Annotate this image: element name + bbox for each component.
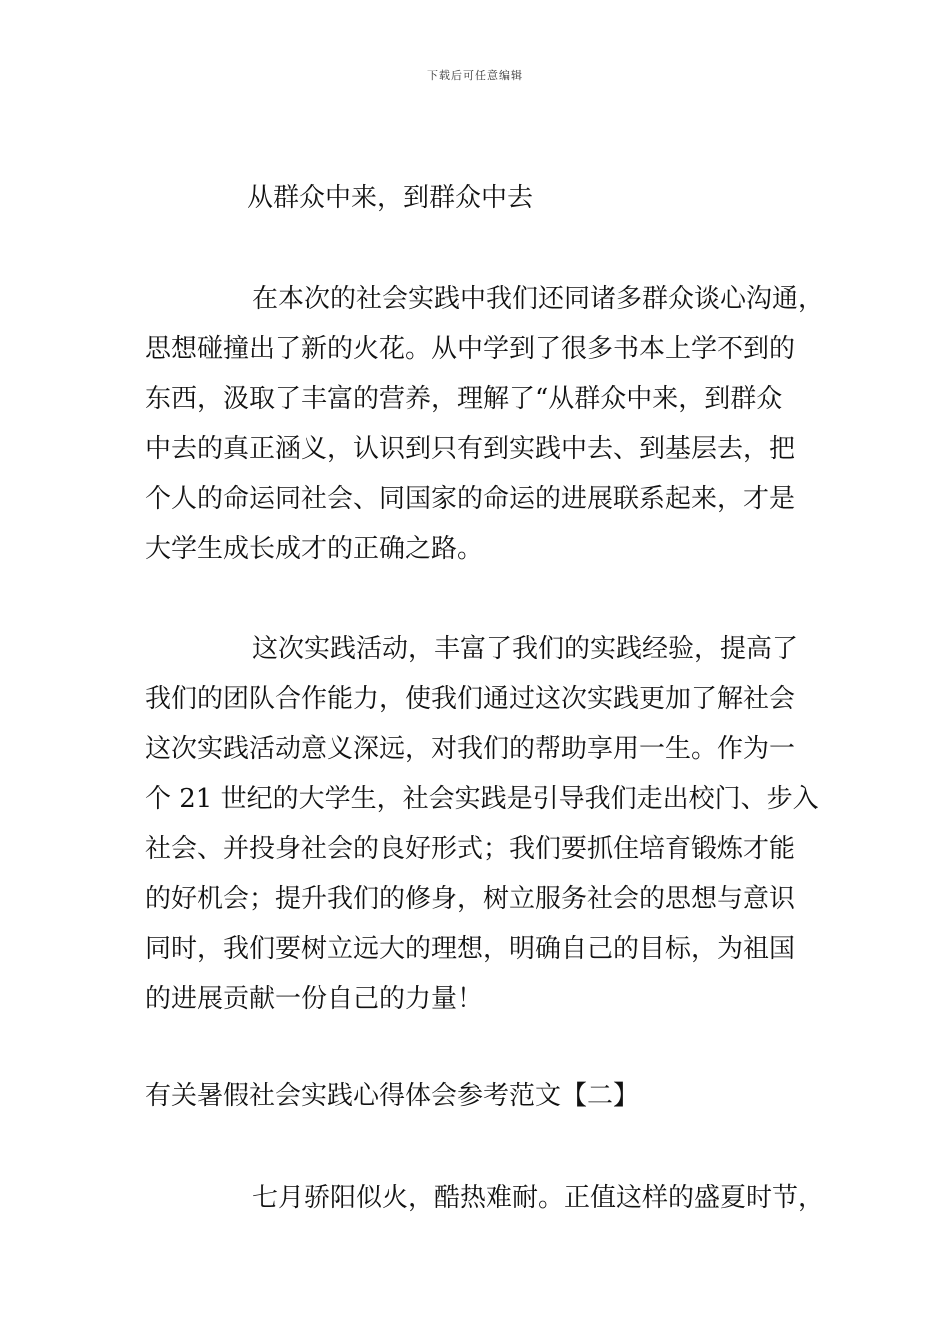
header-note: 下载后可任意编辑 bbox=[427, 69, 523, 82]
paragraph-line: 我们的团队合作能力，使我们通过这次实践更加了解社会 bbox=[145, 684, 796, 714]
paragraph-line: 个人的命运同社会、同国家的命运的进展联系起来，才是 bbox=[145, 484, 796, 514]
paragraph-line: 的好机会；提升我们的修身，树立服务社会的思想与意识 bbox=[145, 884, 796, 914]
paragraph-line: 的进展贡献一份自己的力量！ bbox=[145, 984, 484, 1014]
paragraph-line: 七月骄阳似火，酷热难耐。正值这样的盛夏时节， bbox=[252, 1183, 825, 1213]
paragraph-line: 中去的真正涵义，认识到只有到实践中去、到基层去，把 bbox=[145, 434, 796, 464]
paragraph-line: 这次实践活动，丰富了我们的实践经验，提高了 bbox=[252, 634, 799, 664]
paragraph-line: 社会、并投身社会的良好形式；我们要抓住培育锻炼才能 bbox=[145, 834, 796, 864]
paragraph-line: 东西，汲取了丰富的营养，理解了“从群众中来，到群众 bbox=[145, 384, 783, 414]
section-heading: 有关暑假社会实践心得体会参考范文【二】 bbox=[145, 1081, 640, 1111]
paragraph-line: 大学生成长成才的正确之路。 bbox=[145, 534, 484, 564]
paragraph-line: 思想碰撞出了新的火花。从中学到了很多书本上学不到的 bbox=[145, 334, 796, 364]
paragraph-line: 个 21 世纪的大学生，社会实践是引导我们走出校门、步入 bbox=[145, 784, 819, 814]
paragraph-line: 在本次的社会实践中我们还同诸多群众谈心沟通， bbox=[252, 284, 825, 314]
paragraph-line: 这次实践活动意义深远，对我们的帮助享用一生。作为一 bbox=[145, 734, 796, 764]
document-title: 从群众中来，到群众中去 bbox=[247, 183, 534, 213]
paragraph-line: 同时，我们要树立远大的理想，明确自己的目标，为祖国 bbox=[145, 934, 796, 964]
